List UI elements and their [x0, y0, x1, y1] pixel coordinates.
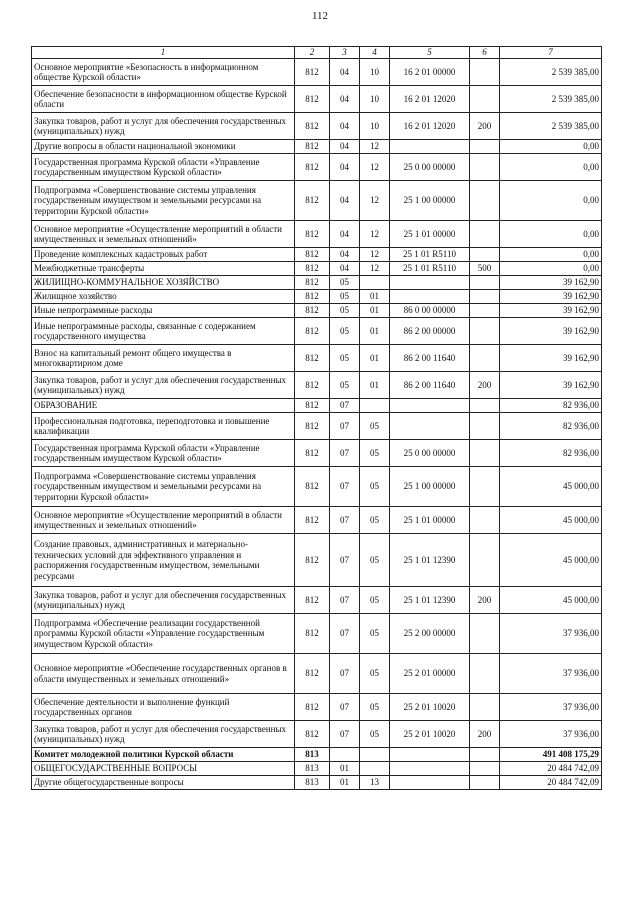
table-row: [32, 440, 602, 467]
row-name: Другие вопросы в области национальной экономики: [32, 140, 295, 154]
row-csr: 16 2 01 00000: [390, 59, 470, 86]
row-rz: 01: [330, 762, 360, 776]
row-name: Основное мероприятие «Осуществление мероприятий в области имущественных и земельных отношений»: [32, 507, 295, 534]
row-vr: [470, 318, 500, 345]
row-name: Иные непрограммные расходы: [32, 304, 295, 318]
row-vr: [470, 614, 500, 654]
row-name: Закупка товаров, работ и услуг для обеспечения государственных (муниципальных) нужд: [32, 372, 295, 399]
row-vr: [470, 467, 500, 507]
row-vr: [470, 413, 500, 440]
table-row: [32, 318, 602, 345]
row-name: Другие общегосударственные вопросы: [32, 776, 295, 790]
row-rz: 07: [330, 399, 360, 413]
table-row: [32, 654, 602, 694]
row-sum: 39 162,90: [500, 318, 602, 345]
table-row: [32, 304, 602, 318]
row-gr: 812: [295, 721, 330, 748]
row-vr: [470, 221, 500, 248]
row-vr: [470, 440, 500, 467]
row-gr: 812: [295, 399, 330, 413]
row-name: Подпрограмма «Обеспечение реализации государственной программы Курской области «Управление государственным имуществом Курской области»: [32, 614, 295, 654]
row-csr: 16 2 01 12020: [390, 113, 470, 140]
row-name: Основное мероприятие «Безопасность в информационном обществе Курской области»: [32, 59, 295, 86]
row-gr: 812: [295, 587, 330, 614]
row-vr: 500: [470, 262, 500, 276]
table-row: [32, 694, 602, 721]
table-row: [32, 221, 602, 248]
row-rz: 07: [330, 440, 360, 467]
row-vr: [470, 59, 500, 86]
row-rz: 04: [330, 140, 360, 154]
row-vr: [470, 507, 500, 534]
row-vr: [470, 304, 500, 318]
row-sum: 0,00: [500, 248, 602, 262]
column-header: 2: [295, 47, 330, 59]
row-pr: 01: [360, 372, 390, 399]
row-vr: [470, 694, 500, 721]
row-sum: 0,00: [500, 154, 602, 181]
row-pr: 12: [360, 262, 390, 276]
row-gr: 812: [295, 113, 330, 140]
row-name: Межбюджетные трансферты: [32, 262, 295, 276]
row-name: Проведение комплексных кадастровых работ: [32, 248, 295, 262]
row-vr: 200: [470, 721, 500, 748]
row-vr: [470, 276, 500, 290]
row-vr: [470, 140, 500, 154]
row-csr: 16 2 01 12020: [390, 86, 470, 113]
row-pr: 01: [360, 290, 390, 304]
row-rz: 05: [330, 276, 360, 290]
row-rz: 04: [330, 113, 360, 140]
column-header: 5: [390, 47, 470, 59]
table-row: [32, 614, 602, 654]
row-rz: 04: [330, 248, 360, 262]
row-gr: 812: [295, 86, 330, 113]
row-pr: 05: [360, 694, 390, 721]
row-sum: 20 484 742,09: [500, 762, 602, 776]
row-pr: 05: [360, 467, 390, 507]
row-csr: 25 2 00 00000: [390, 614, 470, 654]
row-name: Основное мероприятие «Осуществление мероприятий в области имущественных и земельных отношений»: [32, 221, 295, 248]
row-sum: 82 936,00: [500, 399, 602, 413]
row-gr: 813: [295, 776, 330, 790]
row-pr: 05: [360, 614, 390, 654]
row-gr: 812: [295, 372, 330, 399]
row-csr: 86 2 00 00000: [390, 318, 470, 345]
table-row: [32, 399, 602, 413]
table-row: [32, 507, 602, 534]
row-pr: 10: [360, 86, 390, 113]
row-rz: [330, 748, 360, 762]
row-rz: 04: [330, 181, 360, 221]
row-vr: [470, 181, 500, 221]
row-gr: 812: [295, 221, 330, 248]
row-rz: 07: [330, 614, 360, 654]
row-rz: 04: [330, 59, 360, 86]
row-name: Профессиональная подготовка, переподготовка и повышение квалификации: [32, 413, 295, 440]
row-csr: 25 1 01 12390: [390, 587, 470, 614]
row-sum: 2 539 385,00: [500, 86, 602, 113]
row-csr: [390, 776, 470, 790]
table-row: [32, 748, 602, 762]
row-csr: [390, 748, 470, 762]
row-sum: 37 936,00: [500, 614, 602, 654]
column-header: 3: [330, 47, 360, 59]
row-rz: 04: [330, 221, 360, 248]
row-pr: 05: [360, 534, 390, 587]
row-csr: 25 1 01 R5110: [390, 262, 470, 276]
row-pr: [360, 762, 390, 776]
row-vr: [470, 290, 500, 304]
row-name: Создание правовых, административных и материально-технических условий для эффективного управления и распоряжения государственным имуществом, земельными ресурсами: [32, 534, 295, 587]
row-name: Государственная программа Курской области «Управление государственным имуществом Курской области»: [32, 154, 295, 181]
column-header: 4: [360, 47, 390, 59]
row-pr: 05: [360, 413, 390, 440]
row-csr: 25 0 00 00000: [390, 154, 470, 181]
row-name: ОБЩЕГОСУДАРСТВЕННЫЕ ВОПРОСЫ: [32, 762, 295, 776]
row-name: Жилищное хозяйство: [32, 290, 295, 304]
row-rz: 07: [330, 507, 360, 534]
row-csr: [390, 762, 470, 776]
row-sum: 45 000,00: [500, 587, 602, 614]
table-row: [32, 467, 602, 507]
row-sum: 2 539 385,00: [500, 59, 602, 86]
row-vr: [470, 399, 500, 413]
row-gr: 812: [295, 276, 330, 290]
row-pr: [360, 276, 390, 290]
row-name: Подпрограмма «Совершенствование системы управления государственным имуществом и земельными ресурсами на территории Курской области»: [32, 181, 295, 221]
row-csr: 25 2 01 10020: [390, 694, 470, 721]
table-row: [32, 181, 602, 221]
row-name: Иные непрограммные расходы, связанные с содержанием государственного имущества: [32, 318, 295, 345]
row-sum: 39 162,90: [500, 304, 602, 318]
row-pr: [360, 748, 390, 762]
row-csr: 25 2 01 10020: [390, 721, 470, 748]
row-sum: 45 000,00: [500, 507, 602, 534]
row-pr: 13: [360, 776, 390, 790]
row-gr: 812: [295, 345, 330, 372]
row-rz: 07: [330, 587, 360, 614]
row-sum: 39 162,90: [500, 372, 602, 399]
row-sum: 39 162,90: [500, 290, 602, 304]
row-gr: 812: [295, 262, 330, 276]
row-gr: 812: [295, 534, 330, 587]
row-vr: [470, 248, 500, 262]
row-sum: 37 936,00: [500, 721, 602, 748]
table-row: [32, 248, 602, 262]
row-gr: 812: [295, 59, 330, 86]
row-gr: 812: [295, 467, 330, 507]
row-name: Взнос на капитальный ремонт общего имущества в многоквартирном доме: [32, 345, 295, 372]
row-sum: 82 936,00: [500, 440, 602, 467]
row-rz: 05: [330, 345, 360, 372]
row-name: Комитет молодежной политики Курской области: [32, 748, 295, 762]
row-vr: 200: [470, 113, 500, 140]
row-sum: 0,00: [500, 262, 602, 276]
table-row: [32, 154, 602, 181]
row-gr: 812: [295, 413, 330, 440]
row-pr: 12: [360, 248, 390, 262]
row-sum: 20 484 742,09: [500, 776, 602, 790]
row-name: Закупка товаров, работ и услуг для обеспечения государственных (муниципальных) нужд: [32, 113, 295, 140]
row-pr: 01: [360, 345, 390, 372]
row-gr: 812: [295, 154, 330, 181]
row-csr: 25 1 00 00000: [390, 181, 470, 221]
table-row: [32, 262, 602, 276]
row-sum: 0,00: [500, 140, 602, 154]
row-csr: [390, 290, 470, 304]
row-vr: [470, 154, 500, 181]
table-row: [32, 59, 602, 86]
row-sum: 45 000,00: [500, 467, 602, 507]
row-rz: 07: [330, 467, 360, 507]
table-row: [32, 372, 602, 399]
row-pr: [360, 399, 390, 413]
row-vr: [470, 748, 500, 762]
row-pr: 12: [360, 221, 390, 248]
row-vr: [470, 776, 500, 790]
row-vr: [470, 86, 500, 113]
row-gr: 812: [295, 290, 330, 304]
row-pr: 05: [360, 587, 390, 614]
row-name: ЖИЛИЩНО-КОММУНАЛЬНОЕ ХОЗЯЙСТВО: [32, 276, 295, 290]
row-gr: 812: [295, 507, 330, 534]
page-number: 112: [311, 10, 329, 22]
row-name: Обеспечение безопасности в информационном обществе Курской области: [32, 86, 295, 113]
row-rz: 04: [330, 262, 360, 276]
row-csr: 86 2 00 11640: [390, 345, 470, 372]
row-rz: 04: [330, 86, 360, 113]
row-vr: 200: [470, 372, 500, 399]
row-rz: 07: [330, 654, 360, 694]
column-header: 1: [32, 47, 295, 59]
row-sum: 2 539 385,00: [500, 113, 602, 140]
row-csr: [390, 413, 470, 440]
table-row: [32, 762, 602, 776]
row-gr: 812: [295, 614, 330, 654]
row-sum: 82 936,00: [500, 413, 602, 440]
table-row: [32, 113, 602, 140]
row-rz: 04: [330, 154, 360, 181]
row-csr: [390, 399, 470, 413]
row-csr: 25 0 00 00000: [390, 440, 470, 467]
row-gr: 812: [295, 654, 330, 694]
row-rz: 07: [330, 721, 360, 748]
row-csr: 25 1 01 12390: [390, 534, 470, 587]
row-gr: 812: [295, 304, 330, 318]
row-sum: 0,00: [500, 181, 602, 221]
budget-table: [31, 46, 602, 790]
row-gr: 812: [295, 181, 330, 221]
row-csr: 86 2 00 11640: [390, 372, 470, 399]
row-pr: 05: [360, 654, 390, 694]
row-vr: [470, 654, 500, 694]
row-csr: [390, 140, 470, 154]
row-pr: 05: [360, 440, 390, 467]
row-gr: 812: [295, 694, 330, 721]
table-row: [32, 776, 602, 790]
row-csr: 25 1 01 00000: [390, 507, 470, 534]
row-csr: 25 2 01 00000: [390, 654, 470, 694]
table-row: [32, 276, 602, 290]
row-sum: 0,00: [500, 221, 602, 248]
row-rz: 07: [330, 534, 360, 587]
row-sum: 491 408 175,29: [500, 748, 602, 762]
column-header: 6: [470, 47, 500, 59]
row-csr: [390, 276, 470, 290]
row-sum: 39 162,90: [500, 345, 602, 372]
row-name: Закупка товаров, работ и услуг для обеспечения государственных (муниципальных) нужд: [32, 587, 295, 614]
row-sum: 39 162,90: [500, 276, 602, 290]
row-gr: 812: [295, 440, 330, 467]
row-rz: 05: [330, 304, 360, 318]
column-header: 7: [500, 47, 602, 59]
row-name: Закупка товаров, работ и услуг для обеспечения государственных (муниципальных) нужд: [32, 721, 295, 748]
row-pr: 05: [360, 507, 390, 534]
row-gr: 813: [295, 762, 330, 776]
row-rz: 01: [330, 776, 360, 790]
table-row: [32, 86, 602, 113]
row-name: Подпрограмма «Совершенствование системы управления государственным имуществом и земельными ресурсами на территории Курской области»: [32, 467, 295, 507]
row-name: Обеспечение деятельности и выполнение функций государственных органов: [32, 694, 295, 721]
row-gr: 812: [295, 140, 330, 154]
row-pr: 01: [360, 318, 390, 345]
column-number-row: [32, 47, 602, 59]
row-pr: 10: [360, 113, 390, 140]
table-row: [32, 140, 602, 154]
table-row: [32, 413, 602, 440]
table-row: [32, 290, 602, 304]
table-row: [32, 587, 602, 614]
row-name: ОБРАЗОВАНИЕ: [32, 399, 295, 413]
table-row: [32, 534, 602, 587]
row-vr: [470, 345, 500, 372]
row-rz: 05: [330, 290, 360, 304]
row-pr: 12: [360, 140, 390, 154]
row-gr: 813: [295, 748, 330, 762]
table-row: [32, 721, 602, 748]
row-rz: 05: [330, 372, 360, 399]
row-sum: 37 936,00: [500, 654, 602, 694]
row-gr: 812: [295, 248, 330, 262]
row-pr: 05: [360, 721, 390, 748]
row-csr: 25 1 01 00000: [390, 221, 470, 248]
row-vr: 200: [470, 587, 500, 614]
row-sum: 37 936,00: [500, 694, 602, 721]
row-vr: [470, 534, 500, 587]
row-pr: 10: [360, 59, 390, 86]
row-sum: 45 000,00: [500, 534, 602, 587]
row-pr: 01: [360, 304, 390, 318]
row-vr: [470, 762, 500, 776]
row-pr: 12: [360, 181, 390, 221]
row-rz: 07: [330, 694, 360, 721]
table-row: [32, 345, 602, 372]
row-rz: 07: [330, 413, 360, 440]
row-csr: 25 1 01 R5110: [390, 248, 470, 262]
row-name: Основное мероприятие «Обеспечение государственных органов в области имущественных и земельных отношений»: [32, 654, 295, 694]
row-csr: 86 0 00 00000: [390, 304, 470, 318]
row-csr: 25 1 00 00000: [390, 467, 470, 507]
row-pr: 12: [360, 154, 390, 181]
row-name: Государственная программа Курской области «Управление государственным имуществом Курской области»: [32, 440, 295, 467]
row-rz: 05: [330, 318, 360, 345]
row-gr: 812: [295, 318, 330, 345]
